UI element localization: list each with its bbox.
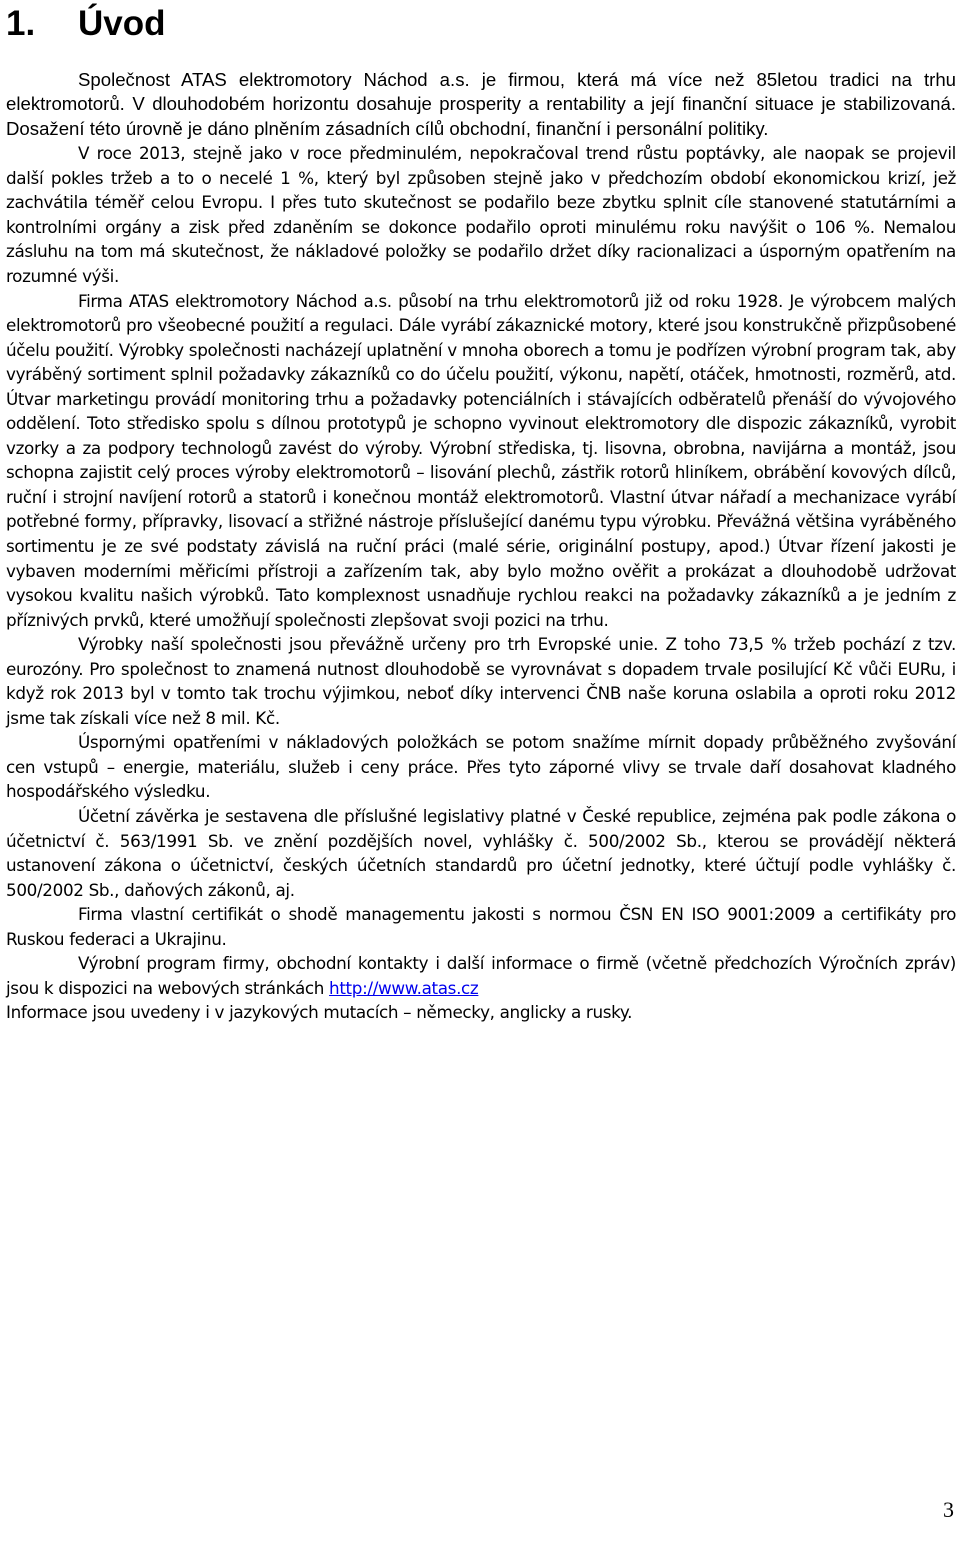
paragraph-cost-savings: Úspornými opatřeními v nákladových položkách se potom snažíme mírnit dopady průběžného zvyšování cen vstupů – energie, materiálu, služeb i ceny práce. Přes tyto záporné vlivy se trvale daří dosahovat kladného hospodářského výsledku. bbox=[6, 732, 956, 802]
section-number: 1. bbox=[6, 4, 36, 43]
paragraph-languages: Informace jsou uvedeny i v jazykových mutacích – německy, anglicky a rusky. bbox=[6, 1002, 633, 1023]
paragraph-sales-2013: V roce 2013, stejně jako v roce předminulém, nepokračoval trend růstu poptávky, ale naopak se projevil další pokles tržeb a to o necelé 1 %, který byl způsoben stejně jako v předchozím období ekonomickou krizí, jež zachvátila téměř celou Evropu. I přes tuto skutečnost se podařilo beze zbytku splnit cíle stanovené statutárními a kontrolními orgány a zisk před zdaněním se dokonce podařilo oproti minulému roku navýšit o 106 %. Nemalou zásluhu na tom má skutečnost, že nákladové položky se podařilo držet díky racionalizaci a úsporným opatřením na rozumné výši. bbox=[6, 143, 956, 286]
paragraph-intro: Společnost ATAS elektromotory Náchod a.s. je firmou, která má více než 85letou tradici na trhu elektromotorů. V dlouhodobém horizontu dosahuje prosperity a rentability a její finanční situace je stabilizovaná. Dosažení této úrovně je dáno plněním zásadních cílů obchodní, finanční i personální politiky. bbox=[6, 69, 956, 139]
website-text: Výrobní program firmy, obchodní kontakty i další informace o firmě (včetně předchozích Výročních zpráv) jsou k dispozici na webových stránkách bbox=[6, 953, 956, 998]
paragraph-eu-market: Výrobky naší společnosti jsou převážně určeny pro trh Evropské unie. Z toho 73,5 % tržeb pochází z tzv. eurozóny. Pro společnost to znamená nutnost dlouhodobě se vyrovnávat s dopadem trvale posilující Kč vůči EURu, i když rok 2013 byl v tomto tak trochu výjimkou, neboť díky intervenci ČNB naše koruna oslabila a oproti roku 2012 jsme tak získali více než 8 mil. Kč. bbox=[6, 634, 956, 728]
body-text bbox=[6, 68, 956, 1025]
section-title: Úvod bbox=[78, 4, 166, 43]
page-number: 3 bbox=[943, 1497, 954, 1522]
paragraph-company-profile: Firma ATAS elektromotory Náchod a.s. působí na trhu elektromotorů již od roku 1928. Je výrobcem malých elektromotorů pro všeobecné použití a regulaci. Dále vyrábí zákaznické motory, které jsou konstrukčně přizpůsobené účelu použití. Výrobky společnosti nacházejí uplatnění v mnoha oborech a tomu je podřízen výrobní program tak, aby vyráběný sortiment splnil požadavky zákazníků co do účelu použití, výkonu, napětí, otáček, hmotnosti, rozměrů, atd. Útvar marketingu provádí monitoring trhu a požadavky potenciálních i stávajících odběratelů přenáší do vývojového oddělení. Toto středisko spolu s dílnou prototypů je schopno vyvinout elektromotory dle dispozic zákazníků, vyrobit vzorky a za podpory technologů zavést do výroby. Výrobní střediska, tj. lisovna, obrobna, navijárna a montáž, jsou schopna zajistit celý proces výroby elektromotorů – lisování plechů, zástřik rotorů hliníkem, obrábění kovových dílců, ruční i strojní navíjení rotorů a statorů i konečnou montáž elektromotorů. Vlastní útvar nářadí a mechanizace vyrábí potřebné formy, přípravky, lisovací a střižné nástroje příslušející danému typu výrobku. Převážná většina vyráběného sortimentu je ze své podstaty závislá na ruční práci (malé série, originální postupy, apod.) Útvar řízení jakosti je vybaven moderními měřicími přístroji a zařízením tak, aby bylo možno ověřit a prokázat a dlouhodobě udržovat vysokou kvalitu našich výrobků. Tato komplexnost usnadňuje rychlou reakci na požadavky zákazníků a je jedním z příznivých prvků, které umožňují společnosti zlepšovat svoji pozici na trhu. bbox=[6, 290, 956, 630]
section-heading bbox=[6, 2, 166, 46]
paragraph-certification: Firma vlastní certifikát o shodě managementu jakosti s normou ČSN EN ISO 9001:2009 a certifikáty pro Ruskou federaci a Ukrajinu. bbox=[6, 904, 956, 949]
website-link[interactable]: http://www.atas.cz bbox=[329, 977, 479, 998]
paragraph-accounting: Účetní závěrka je sestavena dle příslušné legislativy platné v České republice, zejména pak podle zákona o účetnictví č. 563/1991 Sb. ve znění pozdějších novel, vyhlášky č. 500/2002 Sb., kterou se provádějí některá ustanovení zákona o účetnictví, českých účetních standardů pro účetní jednotky, které účtují podle vyhlášky č. 500/2002 Sb., daňových zákonů, aj. bbox=[6, 805, 956, 900]
paragraph-website bbox=[6, 951, 956, 1000]
